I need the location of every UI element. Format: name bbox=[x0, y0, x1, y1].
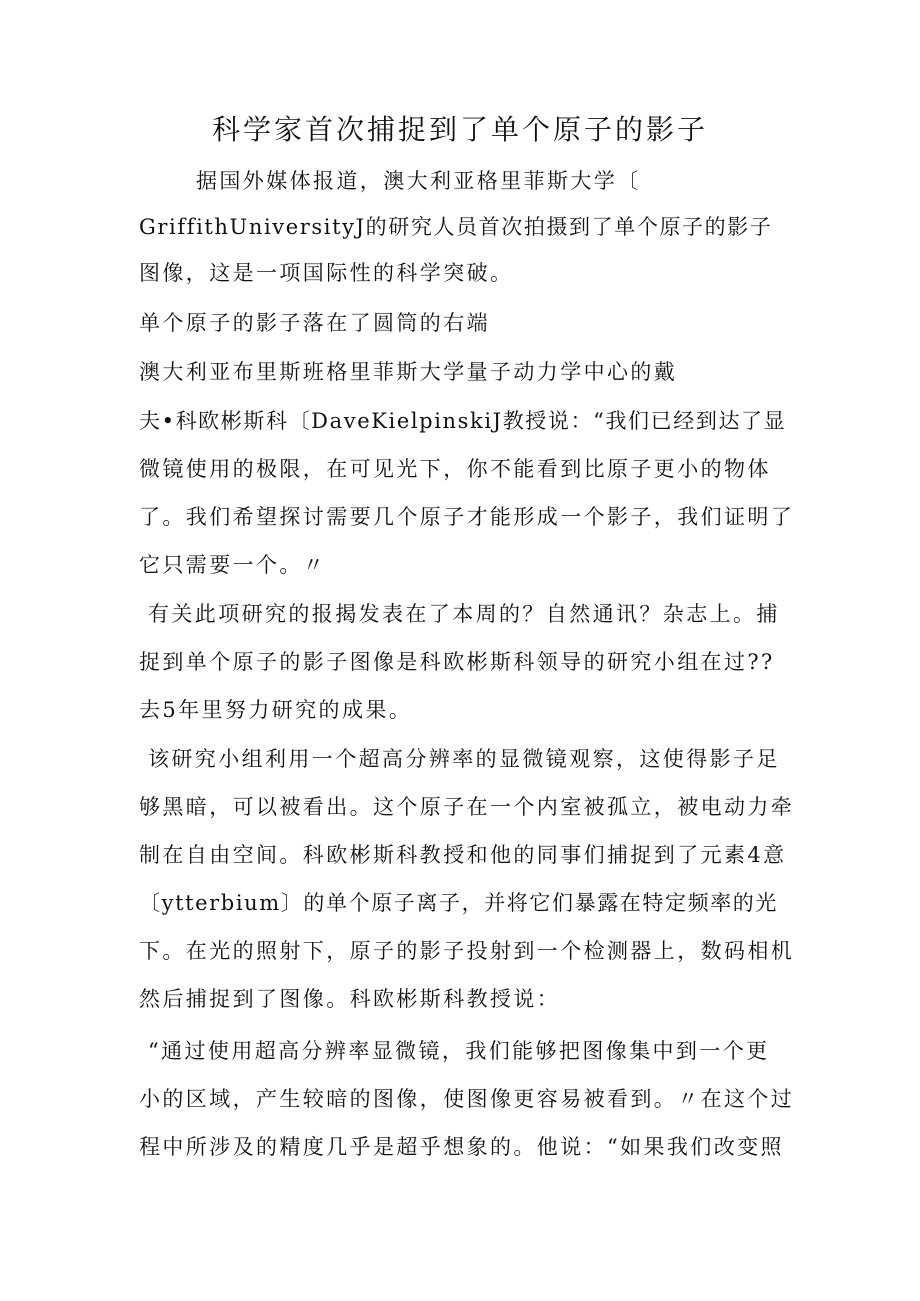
text-line: GriffithUniversityJ的研究人员首次拍摄到了单个原子的影子 bbox=[139, 215, 773, 239]
text-line: 图像，这是一项国际性的科学突破。 bbox=[139, 261, 514, 285]
text-line: 制在自由空间。科欧彬斯科教授和他的同事们捕捉到了元素4意 bbox=[139, 843, 787, 867]
text-line: 〔ytterbium〕的单个原子离子，并将它们暴露在特定频率的光 bbox=[139, 891, 779, 915]
text-line: 小的区域，产生较暗的图像，使图像更容易被看到。〃在这个过 bbox=[139, 1087, 795, 1111]
text-line: 该研究小组利用一个超高分辨率的显微镜观察，这使得影子足 bbox=[148, 747, 780, 771]
text-line: 据国外媒体报道，澳大利亚格里菲斯大学〔 bbox=[196, 169, 641, 193]
text-line: 程中所涉及的精度几乎是超乎想象的。他说：“如果我们改变照 bbox=[139, 1135, 784, 1159]
text-line: 澳大利亚布里斯班格里菲斯大学量子动力学中心的戴 bbox=[139, 360, 678, 384]
article-title: 科学家首次捕捉到了单个原子的影子 bbox=[211, 113, 708, 146]
text-line: 了。我们希望探讨需要几个原子才能形成一个影子，我们证明了 bbox=[139, 505, 795, 529]
text-line: 夫•科欧彬斯科〔DaveKielpinskiJ教授说：“我们已经到达了显 bbox=[139, 409, 787, 433]
text-line: 微镜使用的极限，在可见光下，你不能看到比原子更小的物体 bbox=[139, 457, 771, 481]
text-line: 然后捕捉到了图像。科欧彬斯科教授说： bbox=[139, 987, 561, 1011]
text-line: 够黑暗，可以被看出。这个原子在一个内室被孤立，被电动力牵 bbox=[139, 795, 795, 819]
text-line: 捉到单个原子的影子图像是科欧彬斯科领导的研究小组在过?? bbox=[139, 650, 775, 674]
text-line: “通过使用超高分辨率显微镜，我们能够把图像集中到一个更 bbox=[148, 1039, 770, 1063]
text-line: 有关此项研究的报揭发表在了本周的？自然通讯？杂志上。捕 bbox=[148, 602, 780, 626]
text-line: 它只需要一个。〃 bbox=[139, 553, 327, 577]
text-line: 下。在光的照射下，原子的影子投射到一个检测器上，数码相机 bbox=[139, 939, 795, 963]
text-line: 去5年里努力研究的成果。 bbox=[139, 698, 413, 722]
text-line: 单个原子的影子落在了圆筒的右端 bbox=[139, 311, 490, 335]
